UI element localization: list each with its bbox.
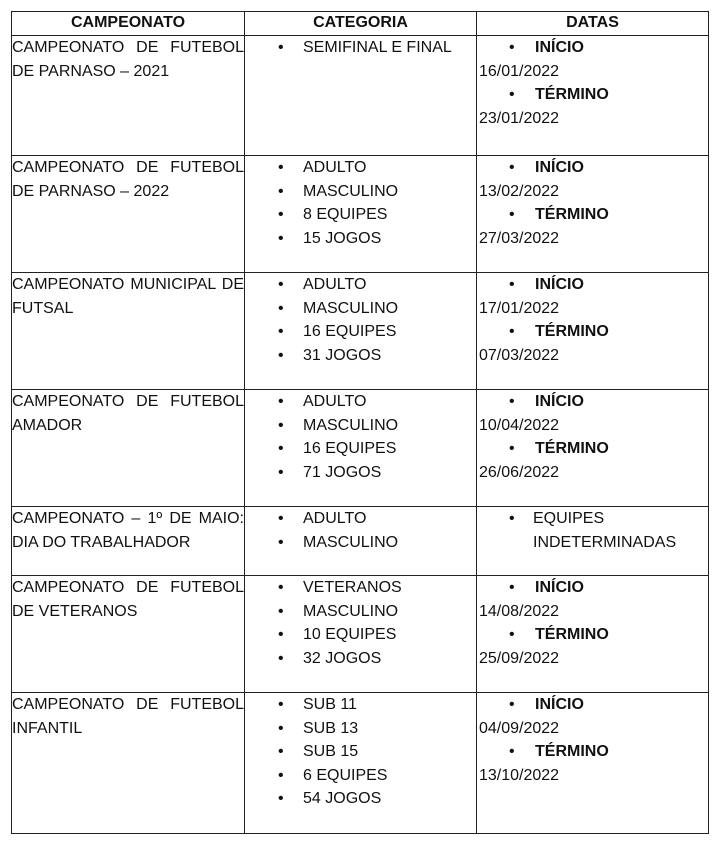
end-date: 07/03/2022 xyxy=(479,346,560,364)
end-date: 25/09/2022 xyxy=(479,649,560,667)
category-item: • SUB 11 xyxy=(245,693,476,717)
start-date: 04/09/2022 xyxy=(479,719,560,737)
championship-name: CAMPEONATO – 1º DE MAIO: DIA DO TRABALHADOR xyxy=(12,507,245,576)
championship-name: CAMPEONATO DE FUTEBOL DE VETERANOS xyxy=(12,576,245,693)
championship-name: CAMPEONATO DE FUTEBOL AMADOR xyxy=(12,390,245,507)
category-item: • SUB 13 xyxy=(245,717,476,741)
dates-cell xyxy=(477,36,709,156)
category-item: • 54 JOGOS xyxy=(245,787,476,811)
category-item: • SUB 15 xyxy=(245,740,476,764)
end-label: • TÉRMINO xyxy=(477,437,708,461)
end-label: • TÉRMINO xyxy=(477,203,708,227)
start-label: • INÍCIO xyxy=(477,156,708,180)
category-item: • VETERANOS xyxy=(245,576,476,600)
category-item: • 31 JOGOS xyxy=(245,344,476,368)
end-date: 27/03/2022 xyxy=(479,229,560,247)
table-row xyxy=(12,273,709,390)
category-item: • 15 JOGOS xyxy=(245,227,476,251)
category-item: • 32 JOGOS xyxy=(245,647,476,671)
category-item: • MASCULINO xyxy=(245,600,476,624)
dates-cell xyxy=(477,693,709,834)
category-item: • 16 EQUIPES xyxy=(245,437,476,461)
category-item: • ADULTO xyxy=(245,156,476,180)
category-item: • MASCULINO xyxy=(245,297,476,321)
category-cell xyxy=(245,507,477,576)
end-label: • TÉRMINO xyxy=(477,740,708,764)
dates-note: • EQUIPES INDETERMINADAS xyxy=(477,507,708,554)
championship-name: CAMPEONATO DE FUTEBOL DE PARNASO – 2021 xyxy=(12,36,245,156)
end-label: • TÉRMINO xyxy=(477,320,708,344)
category-item: • MASCULINO xyxy=(245,531,476,555)
table-row xyxy=(12,576,709,693)
start-label: • INÍCIO xyxy=(477,693,708,717)
championship-table xyxy=(11,11,709,834)
start-label: • INÍCIO xyxy=(477,390,708,414)
start-date: 17/01/2022 xyxy=(479,299,560,317)
dates-cell xyxy=(477,273,709,390)
start-date: 16/01/2022 xyxy=(479,62,560,80)
table-row xyxy=(12,507,709,576)
header-campeonato: CAMPEONATO xyxy=(12,12,245,36)
table-header-row xyxy=(12,12,709,36)
category-item: • 8 EQUIPES xyxy=(245,203,476,227)
end-label: • TÉRMINO xyxy=(477,83,708,107)
category-item: • ADULTO xyxy=(245,390,476,414)
category-cell xyxy=(245,156,477,273)
table-row xyxy=(12,693,709,834)
category-cell xyxy=(245,390,477,507)
category-item: • SEMIFINAL E FINAL xyxy=(245,36,476,60)
category-cell xyxy=(245,693,477,834)
end-date: 13/10/2022 xyxy=(479,766,560,784)
start-label: • INÍCIO xyxy=(477,273,708,297)
category-item: • MASCULINO xyxy=(245,180,476,204)
start-date: 14/08/2022 xyxy=(479,602,560,620)
category-item: • ADULTO xyxy=(245,273,476,297)
table-row xyxy=(12,36,709,156)
category-item: • MASCULINO xyxy=(245,414,476,438)
category-item: • 10 EQUIPES xyxy=(245,623,476,647)
table-row xyxy=(12,156,709,273)
table-row xyxy=(12,390,709,507)
start-date: 13/02/2022 xyxy=(479,182,560,200)
dates-cell xyxy=(477,156,709,273)
category-cell xyxy=(245,36,477,156)
category-item: • 16 EQUIPES xyxy=(245,320,476,344)
category-cell xyxy=(245,273,477,390)
end-date: 26/06/2022 xyxy=(479,463,560,481)
header-categoria: CATEGORIA xyxy=(245,12,477,36)
start-label: • INÍCIO xyxy=(477,576,708,600)
championship-name: CAMPEONATO DE FUTEBOL INFANTIL xyxy=(12,693,245,834)
dates-cell xyxy=(477,576,709,693)
category-item: • ADULTO xyxy=(245,507,476,531)
championship-name: CAMPEONATO DE FUTEBOL DE PARNASO – 2022 xyxy=(12,156,245,273)
dates-cell xyxy=(477,390,709,507)
category-item: • 71 JOGOS xyxy=(245,461,476,485)
dates-cell xyxy=(477,507,709,576)
start-label: • INÍCIO xyxy=(477,36,708,60)
end-label: • TÉRMINO xyxy=(477,623,708,647)
category-cell xyxy=(245,576,477,693)
category-item: • 6 EQUIPES xyxy=(245,764,476,788)
end-date: 23/01/2022 xyxy=(479,109,560,127)
header-datas: DATAS xyxy=(477,12,709,36)
championship-name: CAMPEONATO MUNICIPAL DE FUTSAL xyxy=(12,273,245,390)
start-date: 10/04/2022 xyxy=(479,416,560,434)
